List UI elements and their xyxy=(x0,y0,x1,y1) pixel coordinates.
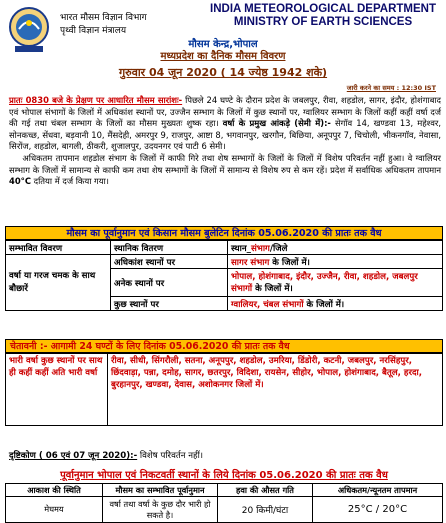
bhopal-forecast-table xyxy=(5,483,443,523)
summary-text2: सेगॉव 14, खण्डवा 13, महेश्वर, सोनकच्छ, सेंधवा, बड़वानी 10, मैंसदेही, अमरपुर 9, राजपुर, आष्टा 8, भगवानपुर, खरगौन, बिछिया, अनूपपुर 7, चिचोली, भीकनगॉव, नेवासा, सिरोंज, शहडोल, बागली, ठीकरी, शुजालपुर, उदयनगर एवं पाटी 6 सेमी। xyxy=(9,118,441,152)
warning-districts: रीवा, सीधी, सिंगरौली, सतना, अनूपपुर, शहडोल, उमरिया, डिंडोरी, कटनी, जबलपुर, नरसिंहपुर, छिंदवाड़ा, पन्ना, दमोह, सागर, छतरपुर, विदिशा, रायसेन, सीहोर, भोपाल, होशंगाबाद, बैतूल, हरदा, बुरहानपुर, खण्डवा, देवास, अशोकनगर जिलों में। xyxy=(108,354,443,426)
table-row xyxy=(6,255,443,269)
forecast-table-header-row xyxy=(6,241,443,255)
warning-category: भारी वर्षा कुछ स्थानों पर साथ ही कहीं कहीं अति भारी वर्षा xyxy=(6,354,108,426)
col-wind: हवा की औसत गति xyxy=(218,484,313,497)
issue-time: जारी करने का समय : 12:30 IST xyxy=(346,84,436,92)
wind-cell: 20 किमी/घंटा xyxy=(218,497,313,523)
forecast-cell: वर्षा तथा वर्षा के कुछ दौर भारी हो सकते है। xyxy=(103,497,218,523)
place-cell: भोपाल, होशंगाबाद, इंदौर, उज्जैन, रीवा, शहडोल, जबलपुर संभागों के जिलों में। xyxy=(228,269,443,297)
distribution-cell: अनेक स्थानों पर xyxy=(111,269,228,297)
summary-lead: प्रातः 0830 बजे के प्रेक्षण पर आधारित मौसम सारांशः- xyxy=(9,95,183,105)
sky-cell: मेघमय xyxy=(6,497,103,523)
rainfall-label: वर्षा के प्रमुख आंकड़े (सेमी में):- xyxy=(222,118,331,129)
max-temperature: 40°C xyxy=(9,176,31,187)
warning-table xyxy=(5,353,443,426)
summary-text3: अधिकतम तापमान शहडोल संभाग के जिलों में काफी गिरे तथा शेष सम्भागों के जिलों के जिलों में विशेष परिवर्तन नहीं हुआ। वे ग्वालियर सम्भाग के जिलों में सामान्य से काफी कम तथा शेष सम्भागों के जिलों में सामान्य से विशेष रुप से कम रहें। प्रदेश में सर्वाधिक अधिकतम तापमान xyxy=(9,152,441,175)
warning-heading: चेतावनी :- आगामी 24 घण्टों के लिए दिनांक 05.06.2020 की प्रातः तक वैध xyxy=(5,339,443,353)
bulletin-date: गुरुवार 04 जून 2020 ( 14 ज्येष्ठ 1942 शके) xyxy=(118,66,328,79)
col-sky: आकाश की स्थिति xyxy=(6,484,103,497)
hindi-department-name xyxy=(60,12,147,38)
place-cell: ग्वालियर, चंबल संभागों के जिलों में। xyxy=(228,297,443,311)
summary-text1: पिछले 24 घण्टे के दौरान प्रदेश के जबलपुर, रीवा, शहडोल, सागर, इंदौर, होशंगाबाद एवं भोपाल संभागों के जिलों में अधिकांश स्थानों पर, उज्जैन सम्भाग के जिलों में कुछ स्थानों पर, ग्वालियर सम्भाग के जिलों कहीं कहीं वर्षा दर्ज की गई तथा चंबल सम्भाग के जिलों का मौसम मुख्यतः शुष्क रहा। xyxy=(9,95,442,129)
hindi-dept-line1: भारत मौसम विज्ञान विभाग xyxy=(60,13,147,23)
col-temperature: अधिकतम/न्यूनतम तापमान xyxy=(313,484,443,497)
eng-dept-line2: MINISTRY OF EARTH SCIENCES xyxy=(233,16,413,28)
forecast-table xyxy=(5,240,443,311)
centre-name: मौसम केन्द्र,भोपाल xyxy=(188,39,258,50)
english-department-name xyxy=(210,3,436,29)
table-row xyxy=(6,497,443,523)
table-row xyxy=(6,354,443,426)
distribution-cell: अधिकांश स्थानों पर xyxy=(111,255,228,269)
col-spatial-distribution: स्थानिक वितरण xyxy=(111,241,228,255)
bhopal-forecast-heading: पूर्वानुमान भोपाल एवं निकटवर्ती स्थानों के लिये दिनांक 05.06.2020 की प्रातः तक वैध xyxy=(60,470,388,481)
eng-dept-line1: INDIA METEOROLOGICAL DEPARTMENT xyxy=(210,3,436,15)
col-expected-detail: सम्भावित विवरण xyxy=(6,241,111,255)
outlook xyxy=(9,449,203,461)
weather-summary xyxy=(9,95,441,188)
rain-category: वर्षा या गरज चमक के साथ बौछारें xyxy=(6,255,111,311)
forecast-table-heading: मौसम का पूर्वानुमान एवं किसान मौसम बुलेटिन दिनांक 05.06.2020 की प्रातः तक वैध xyxy=(5,226,443,240)
bhopal-table-header-row xyxy=(6,484,443,497)
temperature-cell: 25°C / 20°C xyxy=(313,497,443,523)
summary-text4: दतिया में दर्ज किया गया। xyxy=(31,176,109,187)
col-forecast: मौसम का सम्भावित पूर्वानुमान xyxy=(103,484,218,497)
distribution-cell: कुछ स्थानों पर xyxy=(111,297,228,311)
hindi-dept-line2: पृथ्वी विज्ञान मंत्रालय xyxy=(60,26,127,36)
place-cell: सागर संभाग के जिलों में। xyxy=(228,255,443,269)
bulletin-title: मध्यप्रदेश का दैनिक मौसम विवरण xyxy=(160,51,286,62)
outlook-text: विशेष परिवर्तन नहीं। xyxy=(137,451,204,461)
outlook-label: दृष्टिकोण ( 06 एवं 07 जून 2020):- xyxy=(9,451,138,461)
col-place: स्थान_संभाग/जिले xyxy=(228,241,443,255)
